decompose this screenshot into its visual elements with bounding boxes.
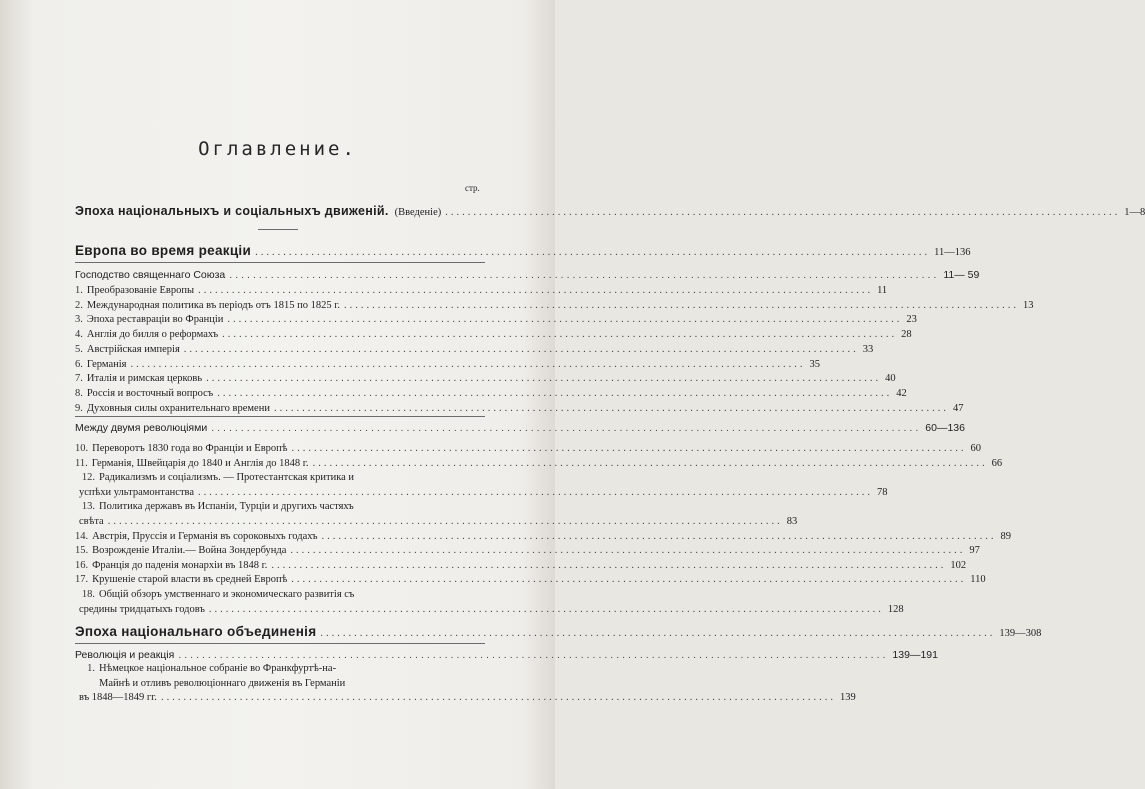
toc-section-title: Революція и реакція bbox=[75, 649, 175, 661]
toc-entry[interactable] bbox=[75, 299, 1034, 313]
toc-entry-title: Нѣмецкое національное собраніе во Франкфуртѣ-на- bbox=[99, 663, 337, 674]
toc-entry-title: Общій обзоръ умственнаго и экономическаго развитія съ bbox=[99, 589, 355, 600]
toc-entry-title-cont: средины тридцатыхъ годовъ bbox=[79, 603, 205, 615]
toc-entry-continuation bbox=[75, 677, 485, 691]
leader-dots: ........................................................................................................................ bbox=[198, 486, 874, 498]
toc-entry[interactable] bbox=[75, 343, 874, 357]
leader-dots: ........................................................................................................................ bbox=[107, 516, 783, 527]
toc-entry-number: 1. bbox=[75, 285, 83, 296]
toc-entry-page: 66 bbox=[991, 457, 1003, 469]
toc-entry-number: 14. bbox=[75, 530, 89, 542]
toc-entry-number: 2. bbox=[75, 299, 83, 311]
leader-dots: ........................................................................................................................ bbox=[208, 603, 884, 615]
toc-intro-title: Эпоха національныхъ и соціальныхъ движеній. bbox=[75, 204, 389, 218]
leader-dots: ........................................................................................................................ bbox=[130, 358, 806, 370]
toc-entry[interactable] bbox=[75, 530, 1012, 544]
toc-entry-continuation bbox=[75, 486, 888, 500]
toc-entry-page: 47 bbox=[952, 402, 964, 414]
toc-entry-page: 23 bbox=[906, 314, 917, 326]
toc-entry-number: 10. bbox=[75, 443, 89, 454]
toc-section[interactable] bbox=[75, 421, 965, 435]
leader-dots: ........................................................................................................................ bbox=[291, 443, 967, 454]
toc-entry-title: Преобразованіе Европы bbox=[86, 285, 195, 296]
toc-entry[interactable] bbox=[75, 358, 820, 372]
leader-dots: ........................................................................................................................ bbox=[445, 207, 1121, 218]
leader-dots: ........................................................................................................................ bbox=[183, 343, 859, 355]
page-title: Оглавление. bbox=[198, 138, 357, 160]
toc-entry-number: 1. bbox=[87, 663, 95, 674]
toc-entry-page: 110 bbox=[970, 574, 986, 586]
toc-entry-title: Крушеніе старой власти въ средней Европѣ bbox=[92, 574, 288, 586]
leader-dots: ........................................................................................................................ bbox=[160, 692, 836, 704]
toc-entry[interactable] bbox=[75, 387, 907, 401]
toc-entry-title: Радикализмъ и соціализмъ. — Протестантская критика и bbox=[99, 472, 355, 484]
leader-dots: ........................................................................................................................ bbox=[229, 269, 940, 281]
toc-entry-title: Духовныя силы охранительнаго времени bbox=[86, 402, 270, 414]
leader-dots: ........................................................................................................................ bbox=[206, 373, 882, 385]
toc-entry-number: 13. bbox=[81, 501, 95, 513]
toc-entry-page: 89 bbox=[1000, 530, 1012, 542]
toc-entry-title: Италія и римская церковь bbox=[86, 373, 203, 385]
toc-entry[interactable] bbox=[75, 328, 912, 342]
toc-entry[interactable] bbox=[75, 573, 986, 587]
toc-entry-title-cont: успѣхи ультрамонтанства bbox=[79, 486, 195, 498]
toc-entry-number: 18. bbox=[81, 589, 95, 600]
divider bbox=[75, 643, 485, 644]
toc-entry-title: Австрія, Пруссія и Германія въ сороковыхъ годахъ bbox=[92, 530, 318, 542]
toc-entry[interactable] bbox=[75, 588, 485, 602]
toc-section[interactable] bbox=[75, 268, 980, 282]
leader-dots: ........................................................................................................................ bbox=[222, 329, 898, 341]
toc-entry-page: 13 bbox=[1022, 299, 1034, 311]
toc-entry-title: Международная политика въ періодъ отъ 1815 по 1825 г. bbox=[86, 299, 340, 311]
divider bbox=[75, 416, 485, 417]
toc-section-page: 11— 59 bbox=[943, 269, 980, 281]
toc-entry-page: 83 bbox=[786, 516, 798, 527]
toc-entry[interactable] bbox=[75, 313, 917, 327]
leader-dots: ........................................................................................................................ bbox=[211, 422, 922, 434]
leader-dots: ........................................................................................................................ bbox=[217, 387, 893, 399]
toc-section[interactable] bbox=[75, 648, 938, 662]
toc-entry-title: Эпоха реставраціи во Франціи bbox=[86, 314, 224, 326]
toc-entry-page: 42 bbox=[896, 387, 907, 399]
toc-part1-page: 11—136 bbox=[934, 247, 971, 258]
toc-section-page: 139—191 bbox=[892, 649, 938, 661]
toc-entry-title-cont: свѣта bbox=[79, 516, 104, 527]
toc-entry-number: 6. bbox=[75, 358, 83, 370]
toc-entry-page: 40 bbox=[885, 373, 896, 385]
toc-entry-title: Германія, Швейцарія до 1840 и Англія до 1848 г. bbox=[91, 457, 309, 469]
toc-entry-number: 11. bbox=[75, 457, 88, 469]
toc-entry[interactable] bbox=[75, 662, 485, 676]
toc-entry-page: 33 bbox=[862, 343, 874, 355]
toc-entry-page: 60 bbox=[970, 443, 981, 454]
leader-dots: ........................................................................................................................ bbox=[227, 314, 903, 326]
toc-entry-continuation bbox=[75, 515, 798, 529]
toc-entry-number: 4. bbox=[75, 329, 83, 341]
leader-dots: ........................................................................................................................ bbox=[291, 574, 967, 586]
toc-entry-page: 11 bbox=[877, 285, 888, 296]
leader-dots: ........................................................................................................................ bbox=[321, 530, 997, 542]
toc-entry-number: 15. bbox=[75, 545, 89, 557]
toc-entry-number: 17. bbox=[75, 574, 89, 586]
toc-part1[interactable] bbox=[75, 243, 971, 260]
toc-part2-title: Эпоха національнаго объединенія bbox=[75, 624, 317, 639]
toc-entry[interactable] bbox=[75, 544, 980, 558]
leader-dots: ........................................................................................................................ bbox=[312, 457, 988, 469]
toc-section-title: Между двумя революціями bbox=[75, 422, 208, 434]
toc-entry[interactable] bbox=[75, 402, 964, 416]
toc-entry-number: 9. bbox=[75, 402, 83, 414]
toc-entry-title: Франція до паденія монархіи въ 1848 г. bbox=[92, 559, 268, 571]
toc-entry-page: 102 bbox=[950, 559, 967, 571]
toc-entry-title: Австрійская имперія bbox=[86, 343, 180, 355]
toc-entry-page: 78 bbox=[877, 486, 888, 498]
toc-entry-title: Россія и восточный вопросъ bbox=[86, 387, 214, 399]
toc-entry-page: 28 bbox=[901, 329, 912, 341]
leader-dots: ........................................................................................................................ bbox=[178, 649, 889, 661]
toc-entry[interactable] bbox=[75, 284, 888, 298]
leader-dots: ........................................................................................................................ bbox=[198, 285, 874, 296]
toc-entry[interactable] bbox=[75, 442, 981, 456]
toc-entry-number: 16. bbox=[75, 559, 89, 571]
leader-dots: ........................................................................................................................ bbox=[290, 545, 966, 557]
divider bbox=[258, 229, 298, 230]
toc-entry-title-cont: Майнѣ и отливъ революціоннаго движенія въ Германіи bbox=[99, 677, 346, 689]
toc-section-page: 60—136 bbox=[925, 422, 965, 434]
toc-entry-page: 128 bbox=[887, 603, 904, 615]
leader-dots: ........................................................................................................................ bbox=[320, 628, 996, 639]
leader-dots: ........................................................................................................................ bbox=[271, 559, 947, 571]
toc-entry-title-cont: въ 1848—1849 гг. bbox=[79, 692, 157, 704]
toc-entry-number: 8. bbox=[75, 387, 83, 399]
leader-dots: ........................................................................................................................ bbox=[273, 402, 949, 414]
toc-intro-page: 1—8 bbox=[1124, 207, 1145, 218]
toc-entry-title: Переворотъ 1830 года во Франціи и Европѣ bbox=[92, 443, 288, 454]
toc-entry-page: 97 bbox=[969, 545, 980, 557]
toc-entry-number: 5. bbox=[75, 343, 83, 355]
leader-dots: ........................................................................................................................ bbox=[343, 299, 1019, 311]
toc-entry-number: 12. bbox=[81, 472, 95, 484]
toc-entry-continuation bbox=[75, 691, 856, 705]
toc-section-title: Господство священнаго Союза bbox=[75, 269, 226, 281]
toc-entry-number: 3. bbox=[75, 314, 83, 326]
leader-dots: ........................................................................................................................ bbox=[255, 247, 931, 258]
divider bbox=[75, 262, 485, 263]
toc-entry[interactable] bbox=[75, 559, 967, 573]
toc-entry-title: Возрожденіе Италіи.— Война Зондербунда bbox=[92, 545, 287, 557]
toc-part1-title: Европа во время реакціи bbox=[75, 243, 252, 258]
toc-entry[interactable] bbox=[75, 471, 485, 485]
toc-entry[interactable] bbox=[75, 372, 896, 386]
toc-intro[interactable] bbox=[75, 204, 1145, 220]
toc-entry[interactable] bbox=[75, 500, 485, 514]
toc-intro-sub: (Введеніе) bbox=[394, 207, 442, 218]
toc-entry[interactable] bbox=[75, 457, 1003, 471]
toc-entry-page: 35 bbox=[809, 358, 820, 370]
toc-entry-continuation bbox=[75, 603, 904, 617]
toc-part2-page: 139—308 bbox=[999, 628, 1042, 639]
toc-entry-number: 7. bbox=[75, 373, 83, 385]
toc-entry-title: Политика державъ въ Испаніи, Турціи и другихъ частяхъ bbox=[99, 501, 354, 513]
toc-entry-page: 139 bbox=[839, 692, 856, 704]
toc-part2[interactable] bbox=[75, 624, 1042, 641]
page-column-header: стр. bbox=[465, 183, 480, 193]
toc-entry-title: Англія до билля о реформахъ bbox=[86, 329, 219, 341]
toc-entry-title: Германія bbox=[86, 358, 127, 370]
